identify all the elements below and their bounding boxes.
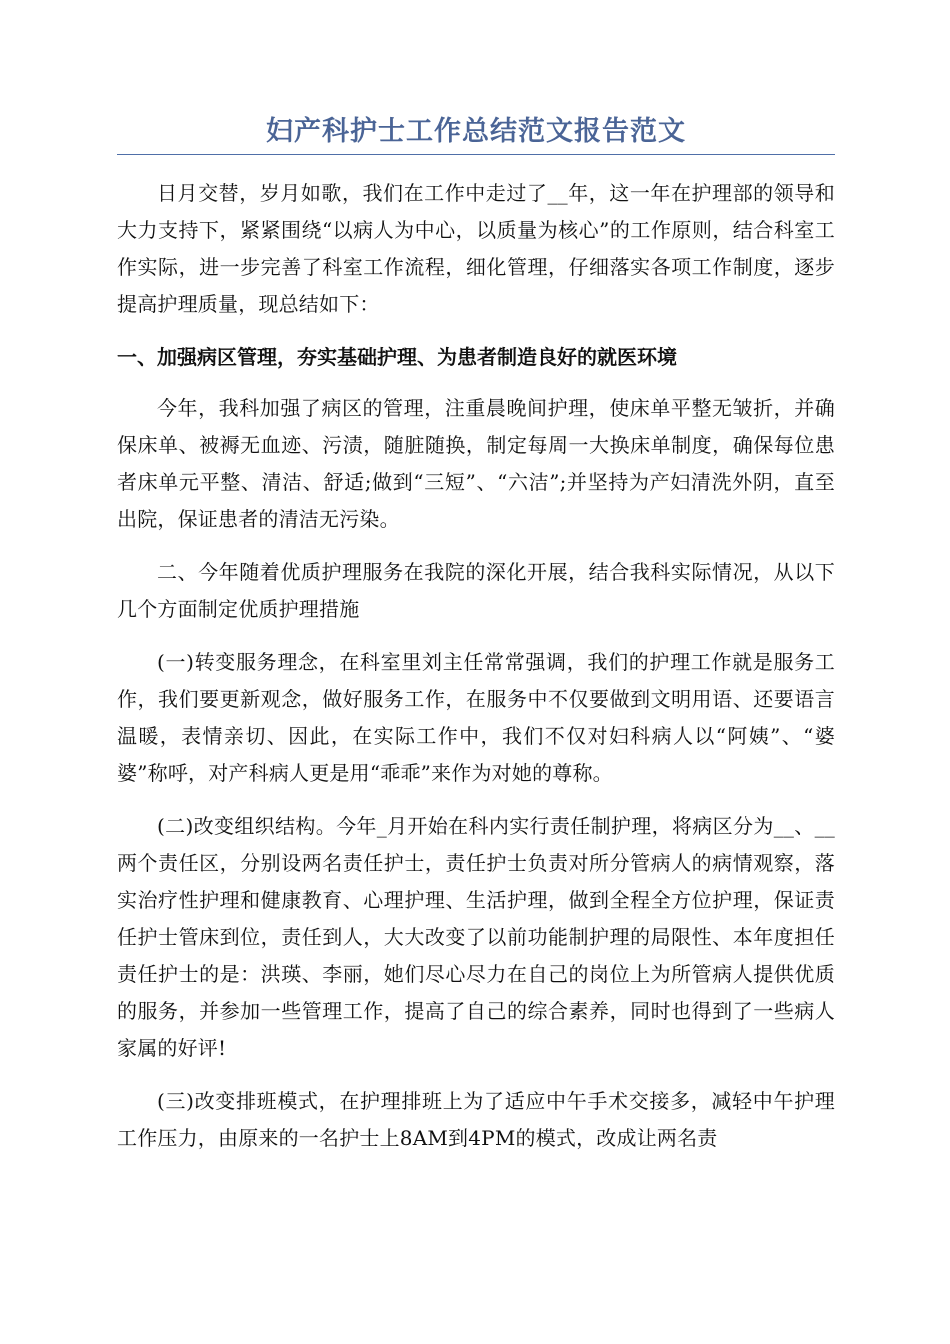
title-underline [117,154,835,155]
organization-paragraph: (二)改变组织结构。今年_月开始在科内实行责任制护理，将病区分为__、__两个责任区，分别设两名责任护士，责任护士负责对所分管病人的病情观察，落实治疗性护理和健康教育、心理护理、生活护理，做到全程全方位护理，保证责任护士管床到位，责任到人，大大改变了以前功能制护理的局限性、本年度担任责任护士的是：洪瑛、李丽，她们尽心尽力在自己的岗位上为所管病人提供优质的服务，并参加一些管理工作，提高了自己的综合素养，同时也得到了一些病人家属的好评! [117,814,835,1060]
intro-paragraph: 日月交替，岁月如歌，我们在工作中走过了__年，这一年在护理部的领导和大力支持下，紧紧围绕“以病人为中心，以质量为核心”的工作原则，结合科室工作实际，进一步完善了科室工作流程，细化管理，仔细落实各项工作制度，逐步提高护理质量，现总结如下： [117,181,835,316]
section-heading-1: 一、加强病区管理，夯实基础护理、为患者制造良好的就医环境 [117,345,677,369]
ward-management-paragraph: 今年，我科加强了病区的管理，注重晨晚间护理，使床单平整无皱折，并确保床单、被褥无血迹、污渍，随脏随换，制定每周一大换床单制度，确保每位患者床单元平整、清洁、舒适;做到“三短”、“六洁”;并坚持为产妇清洗外阴，直至出院，保证患者的清洁无污染。 [117,396,835,531]
service-concept-paragraph: (一)转变服务理念，在科室里刘主任常常强调，我们的护理工作就是服务工作，我们要更新观念，做好服务工作，在服务中不仅要做到文明用语、还要语言温暖，表情亲切、因此，在实际工作中，我们不仅对妇科病人以“阿姨”、“婆婆”称呼，对产科病人更是用“乖乖”来作为对她的尊称。 [117,650,835,785]
section-two-paragraph: 二、今年随着优质护理服务在我院的深化开展，结合我科实际情况，从以下几个方面制定优质护理措施 [117,560,835,621]
document-page [117,0,835,1157]
scheduling-paragraph: (三)改变排班模式，在护理排班上为了适应中午手术交接多，减轻中午护理工作压力，由原来的一名护士上8AM到4PM的模式，改成让两名责 [117,1089,835,1150]
document-title: 妇产科护士工作总结范文报告范文 [266,116,686,147]
